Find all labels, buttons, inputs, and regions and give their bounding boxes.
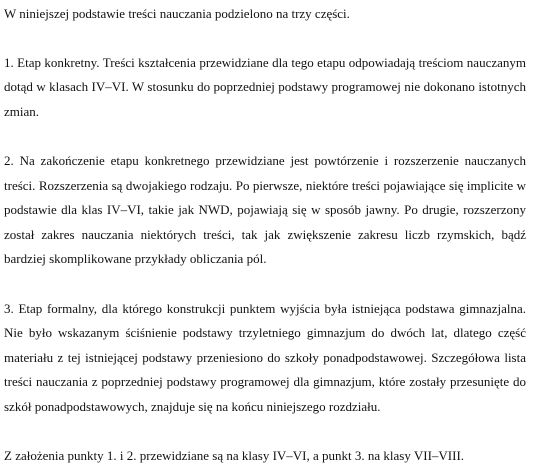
paragraph-stage-concrete: 1. Etap konkretny. Treści kształcenia przewidziane dla tego etapu odpowiadają treściom nauczanym dotąd w klasach IV–VI. W stosunku do poprzedniej podstawy programowej nie dokonano istotnych zmian.: [4, 54, 526, 119]
paragraph-stage-formal: 3. Etap formalny, dla którego konstrukcji punktem wyjścia była istniejąca podstawa gimnazjalna. Nie było wskazanym ściśnienie podstawy trzyletniego gimnazjum do dwóch lat, dlatego część materiału z tej istniejącej podstawy przeniesiono do szkoły ponadpodstawowej. Szczegółowa lista treści nauczania z poprzedniej podstawy programowej dla gimnazjum, które zostały przesunięte do szkół ponadpodstawowych, znajduje się na końcu niniejszego rozdziału.: [4, 300, 526, 414]
intro-paragraph: W niniejszej podstawie treści nauczania podzielono na trzy części.: [4, 6, 350, 21]
closing-paragraph: Z założenia punkty 1. i 2. przewidziane są na klasy IV–VI, a punkt 3. na klasy VII–VIII.: [4, 448, 465, 463]
document-body: [4, 2, 526, 469]
paragraph-stage-review: 2. Na zakończenie etapu konkretnego przewidziane jest powtórzenie i rozszerzenie nauczanych treści. Rozszerzenia są dwojakiego rodzaju. Po pierwsze, niektóre treści pojawiające się implicite w podstawie dla klas IV–VI, takie jak NWD, pojawiają się w sposób jawny. Po drugie, rozszerzony został zakres nauczania niektórych treści, tak jak zwiększenie zakresu liczb rzymskich, bądź bardziej skomplikowane przykłady obliczania pól.: [4, 153, 526, 266]
